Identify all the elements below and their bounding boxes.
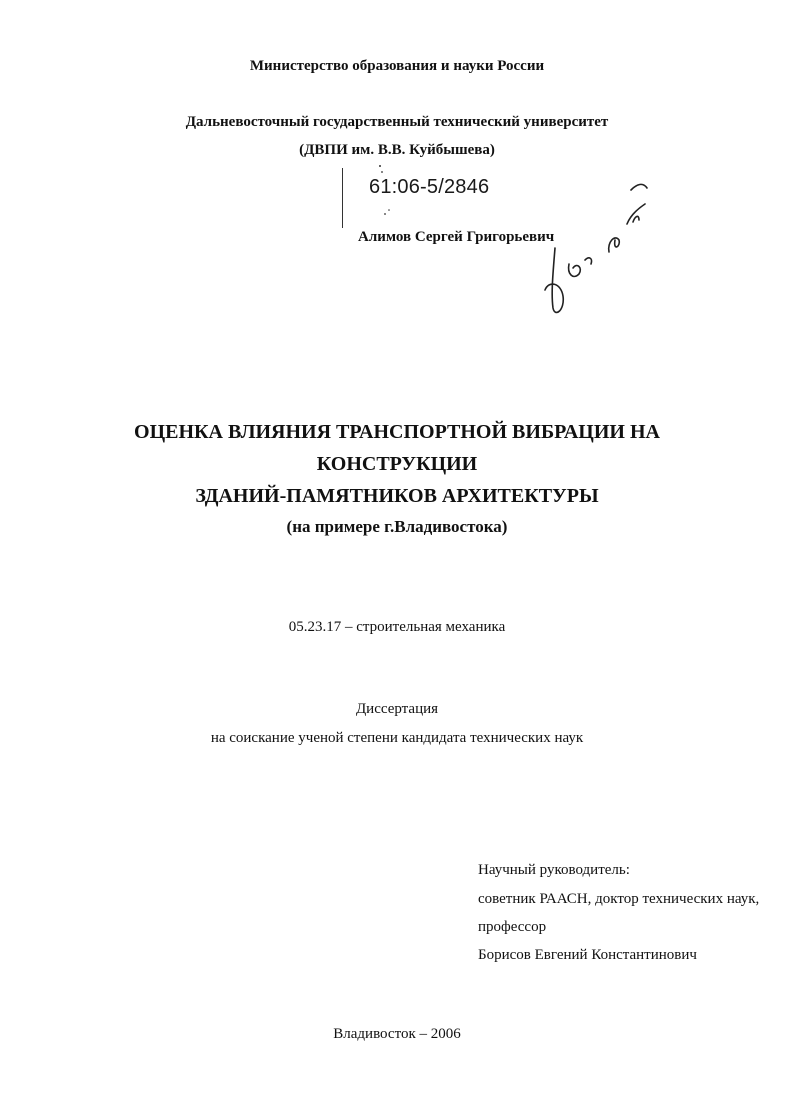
stamp-margin-line [342,168,343,228]
title-subtitle: (на примере г.Владивостока) [286,517,508,536]
degree-description: на соискание ученой степени кандидата технических наук [210,730,584,746]
handwritten-signature-icon [535,178,665,328]
title-line-1: ОЦЕНКА ВЛИЯНИЯ ТРАНСПОРТНОЙ ВИБРАЦИИ НА [134,421,660,443]
archive-stamp-code: 61:06-5/2846 [369,176,490,198]
author-name: Алимов Сергей Григорьевич [358,229,555,245]
supervisor-name: Борисов Евгений Константинович [478,947,697,963]
university-short-name: (ДВПИ им. В.В. Куйбышева) [299,142,495,158]
university-name: Дальневосточный государственный технический университет [185,114,609,130]
title-line-3: ЗДАНИЙ-ПАМЯТНИКОВ АРХИТЕКТУРЫ [195,485,599,507]
supervisor-title: советник РААСН, доктор технических наук, [478,891,760,907]
title-line-2: КОНСТРУКЦИИ [316,453,478,475]
dissertation-label: Диссертация [355,701,439,717]
specialty-code: 05.23.17 – строительная механика [288,619,506,635]
place-and-year: Владивосток – 2006 [333,1026,461,1042]
supervisor-rank: профессор [478,919,547,935]
ministry-heading: Министерство образования и науки России [249,58,545,74]
supervisor-label: Научный руководитель: [478,862,630,878]
